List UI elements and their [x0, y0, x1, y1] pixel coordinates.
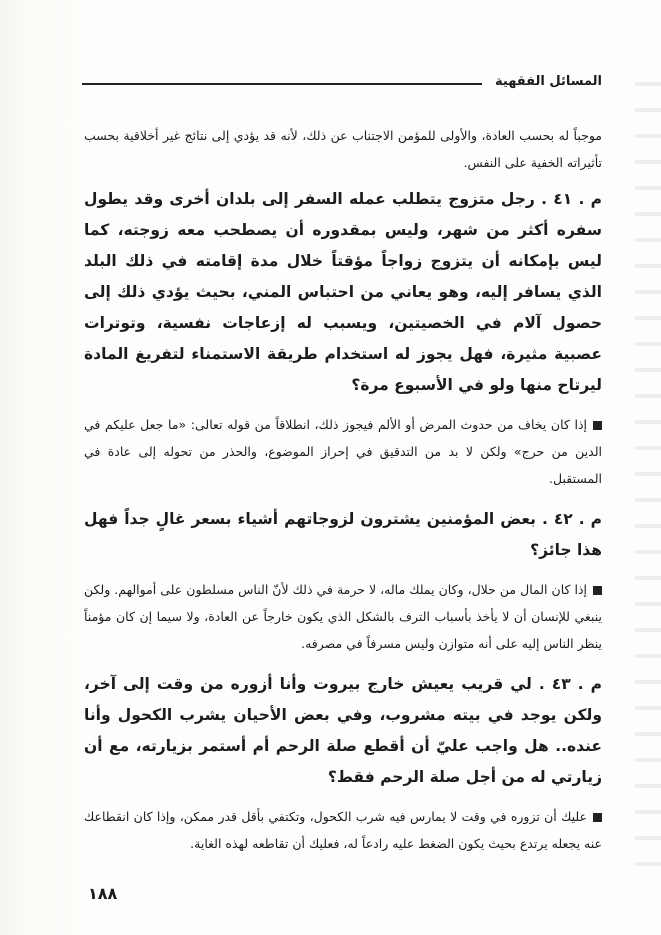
show-through-text — [635, 60, 661, 880]
answer-41 — [84, 411, 602, 492]
page-body — [84, 122, 602, 869]
square-bullet-icon — [593, 421, 602, 430]
question-41 — [84, 184, 602, 401]
intro-paragraph: موجباً له بحسب العادة، والأولى للمؤمن الاجتناب عن ذلك، لأنه قد يؤدي إلى نتائج غير أخلاقية بحسب تأثيراته الخفية على النفس. — [84, 128, 602, 170]
square-bullet-icon — [593, 586, 602, 595]
page-number: ١٨٨ — [88, 884, 118, 903]
square-bullet-icon — [593, 813, 602, 822]
question-number: م . ٤٢ . — [541, 510, 602, 528]
question-text: رجل متزوج يتطلب عمله السفر إلى بلدان أخرى وقد يطول سفره أكثر من شهر، وليس بمقدوره أن يصطحب معه زوجته، كما ليس بإمكانه أن يتزوج زواجاً مؤقتاً خلال مدة إقامته في ذلك البلد الذي يسافر إليه، وهو يعاني من احتباس المني، بحيث يؤدي ذلك إلى حصول آلام في الخصيتين، ويسبب له إزعاجات نفسية، وتوترات عصبية مثيرة، فهل يجوز له استخدام طريقة الاستمناء لتفريغ المادة ليرتاح منها ولو في الأسبوع مرة؟ — [84, 190, 602, 394]
question-43 — [84, 669, 602, 793]
question-text: بعض المؤمنين يشترون لزوجاتهم أشياء بسعر غالٍ جداً فهل هذا جائز؟ — [84, 510, 602, 559]
answer-text: إذا كان المال من حلال، وكان يملك ماله، لا حرمة في ذلك لأنّ الناس مسلطون على أموالهم. ولكن ينبغي للإنسان أن لا يأخذ بأسباب الترف بالشكل الذي يكون خارجاً عن العادة، ولا سيما إن كان مؤمناً ينظر الناس إليه على أنه متوازن وليس مسرفاً في مصرفه. — [84, 582, 602, 651]
question-number: م . ٤١ . — [541, 190, 602, 208]
answer-text: إذا كان يخاف من حدوث المرض أو الألم فيجوز ذلك، انطلاقاً من قوله تعالى: «ما جعل عليكم في الدين من حرج» ولكن لا بد من التدقيق في إحراز الموضوع، والحذر من تحوله إلى عادة في المستقبل. — [84, 417, 602, 486]
header-title: المسائل الفقهية — [495, 74, 602, 89]
question-text: لي قريب يعيش خارج بيروت وأنا أزوره من وقت إلى آخر، ولكن يوجد في بيته مشروب، وفي بعض الأحيان يشرب الكحول وأنا عنده.. هل واجب عليّ أن أقطع صلة الرحم أم أستمر بزيارته، مع أن زيارتي له من أجل صلة الرحم فقط؟ — [84, 675, 602, 786]
question-42 — [84, 504, 602, 566]
running-header — [82, 70, 602, 100]
answer-42 — [84, 576, 602, 657]
question-number: م . ٤٣ . — [538, 675, 602, 693]
answer-text: عليك أن تزوره في وقت لا يمارس فيه شرب الكحول، وتكتفي بأقل قدر ممكن، وإذا كان انقطاعك عنه يجعله يرتدع بحيث يكون الضغط عليه رادعاً له، فعليك أن تقاطعه لهذه الغاية. — [84, 809, 602, 851]
answer-43 — [84, 803, 602, 857]
header-rule — [82, 83, 482, 85]
